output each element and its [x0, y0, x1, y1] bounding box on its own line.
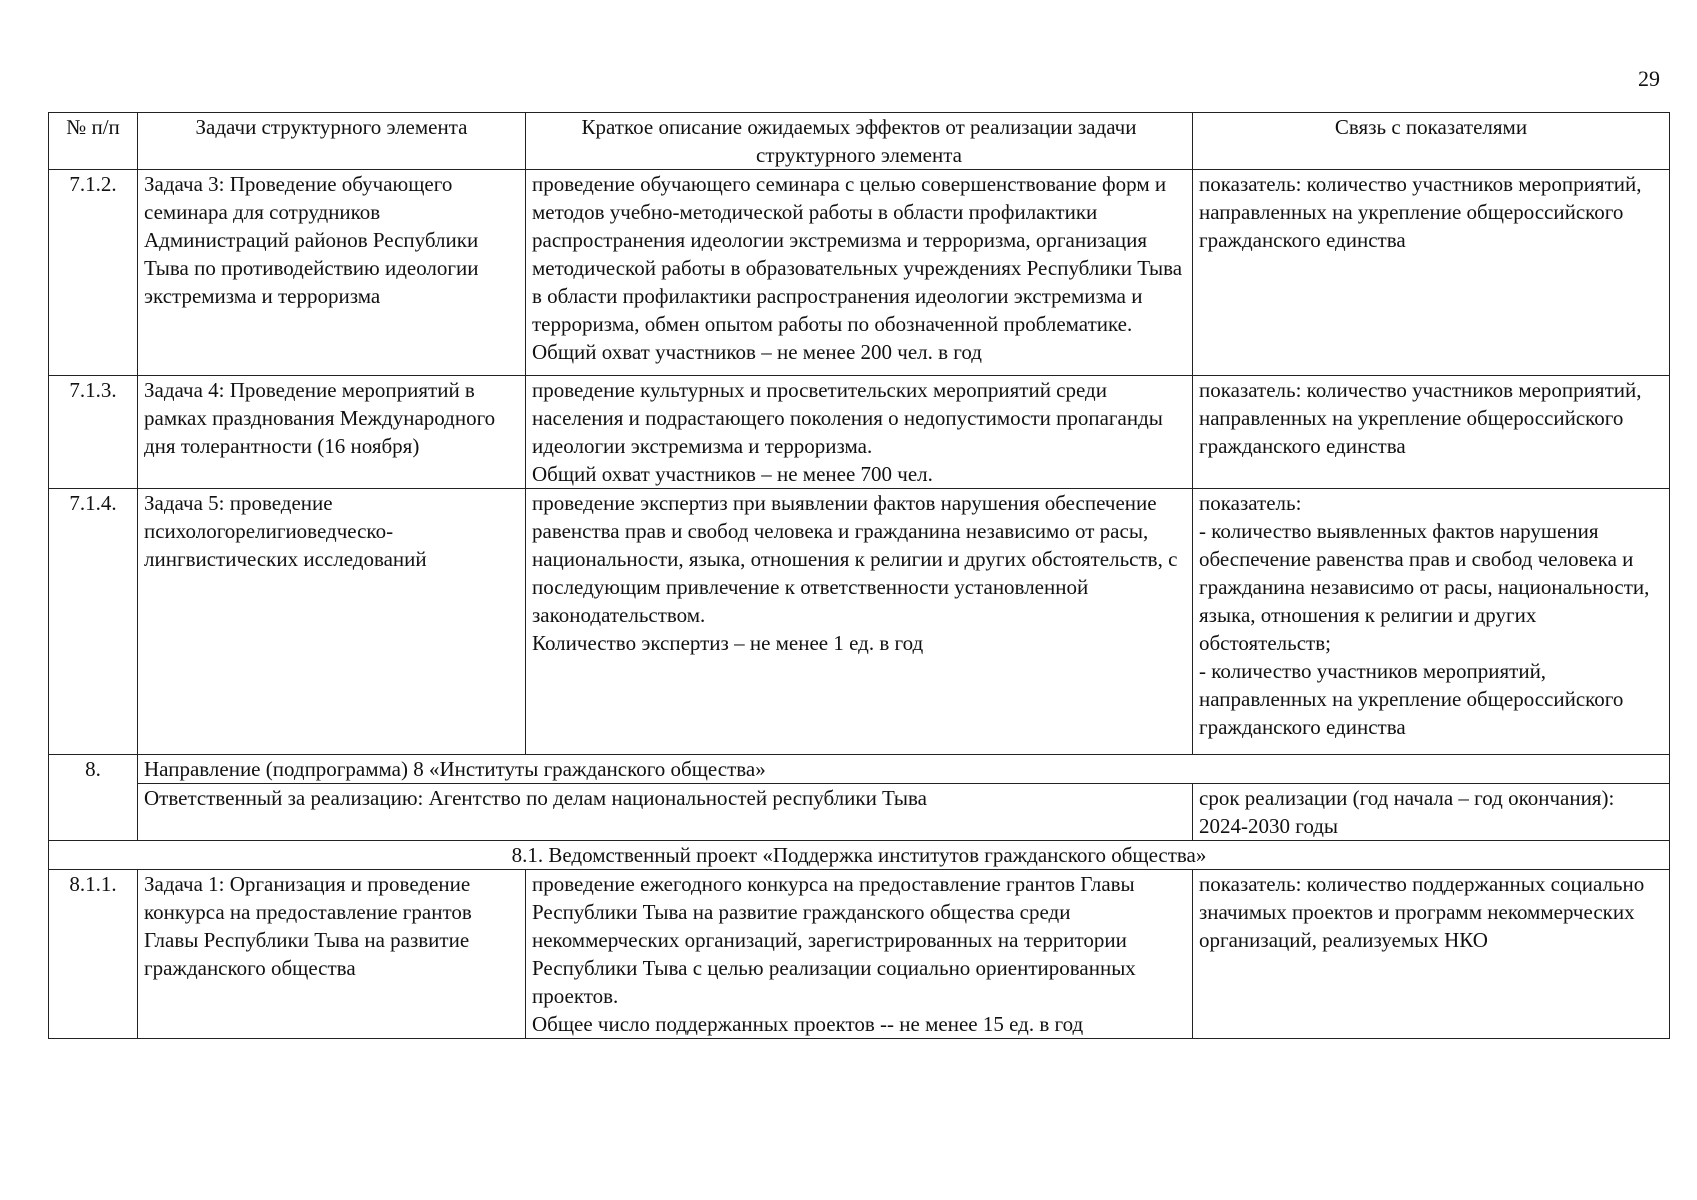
row-task: Задача 3: Проведение обучающего семинара для сотрудников Администраций районов Республики Тыва по противодействию идеологии экстремизма и терроризма [138, 170, 526, 376]
link-text: показатель: количество поддержанных социально значимых проектов и программ некоммерческих организаций, реализуемых НКО [1199, 872, 1645, 952]
table-row [49, 870, 1670, 1039]
table-row [49, 170, 1670, 376]
effects-text: проведение обучающего семинара с целью совершенствование форм и методов учебно-методической работы в области профилактики распространения идеологии экстремизма и терроризма, организация методической работы в образовательных учреждениях Республики Тыва в области профилактики распространения идеологии экстремизма и терроризма, обмен опытом работы по обозначенной проблематике. [532, 172, 1183, 336]
row-task: Задача 4: Проведение мероприятий в рамках празднования Международного дня толерантности (16 ноября) [138, 376, 526, 489]
effects-text: проведение культурных и просветительских мероприятий среди населения и подрастающего поколения о недопустимости пропаганды идеологии экстремизма и терроризма. [532, 378, 1163, 458]
row-num: 7.1.2. [49, 170, 138, 376]
row-task: Задача 1: Организация и проведение конкурса на предоставление грантов Главы Республики Тыва на развитие гражданского общества [138, 870, 526, 1039]
section-num: 8. [49, 755, 138, 841]
project-title: 8.1. Ведомственный проект «Поддержка институтов гражданского общества» [49, 841, 1670, 870]
header-num: № п/п [49, 113, 138, 170]
link-text: показатель: [1199, 491, 1302, 515]
link-text: показатель: количество участников мероприятий, направленных на укрепление общероссийского гражданского единства [1199, 378, 1642, 458]
link-text: - количество участников мероприятий, направленных на укрепление общероссийского гражданского единства [1199, 659, 1624, 739]
row-link [1193, 489, 1670, 755]
link-text: - количество выявленных фактов нарушения обеспечение равенства прав и свобод человека и гражданина независимо от расы, национальности, языка, отношения к религии и других обстоятельств; [1199, 519, 1650, 655]
section-responsible-row [49, 784, 1670, 841]
row-num: 8.1.1. [49, 870, 138, 1039]
effects-text: проведение экспертиз при выявлении фактов нарушения обеспечение равенства прав и свобод человека и гражданина независимо от расы, национальности, языка, отношения к религии и других обстоятельств, с последующим привлечение к ответственности установленной законодательством. [532, 491, 1178, 627]
row-link [1193, 376, 1670, 489]
effects-coverage: Общий охват участников – не менее 700 чел. [532, 462, 933, 486]
program-table [48, 112, 1670, 1039]
header-link: Связь с показателями [1193, 113, 1670, 170]
effects-coverage: Количество экспертиз – не менее 1 ед. в год [532, 631, 924, 655]
header-tasks: Задачи структурного элемента [138, 113, 526, 170]
row-link [1193, 170, 1670, 376]
row-link [1193, 870, 1670, 1039]
row-num: 7.1.4. [49, 489, 138, 755]
table-row [49, 489, 1670, 755]
section-term: срок реализации (год начала – год окончания): 2024-2030 годы [1193, 784, 1670, 841]
row-effects [526, 376, 1193, 489]
row-effects [526, 489, 1193, 755]
row-effects [526, 870, 1193, 1039]
effects-coverage: Общий охват участников – не менее 200 чел. в год [532, 340, 982, 364]
table-row [49, 376, 1670, 489]
header-effects: Краткое описание ожидаемых эффектов от реализации задачи структурного элемента [526, 113, 1193, 170]
link-text: показатель: количество участников мероприятий, направленных на укрепление общероссийского гражданского единства [1199, 172, 1642, 252]
project-row [49, 841, 1670, 870]
effects-text: проведение ежегодного конкурса на предоставление грантов Главы Республики Тыва на развитие гражданского общества среди некоммерческих организаций, зарегистрированных на территории Республики Тыва с целью реализации социально ориентированных проектов. [532, 872, 1136, 1008]
row-num: 7.1.3. [49, 376, 138, 489]
table-header-row [49, 113, 1670, 170]
effects-coverage: Общее число поддержанных проектов -- не менее 15 ед. в год [532, 1012, 1084, 1036]
page-number: 29 [1638, 66, 1660, 91]
section-responsible: Ответственный за реализацию: Агентство по делам национальностей республики Тыва [138, 784, 1193, 841]
section-row [49, 755, 1670, 784]
section-title: Направление (подпрограмма) 8 «Институты гражданского общества» [138, 755, 1670, 784]
row-task: Задача 5: проведение психологорелигиоведческо-лингвистических исследований [138, 489, 526, 755]
row-effects [526, 170, 1193, 376]
